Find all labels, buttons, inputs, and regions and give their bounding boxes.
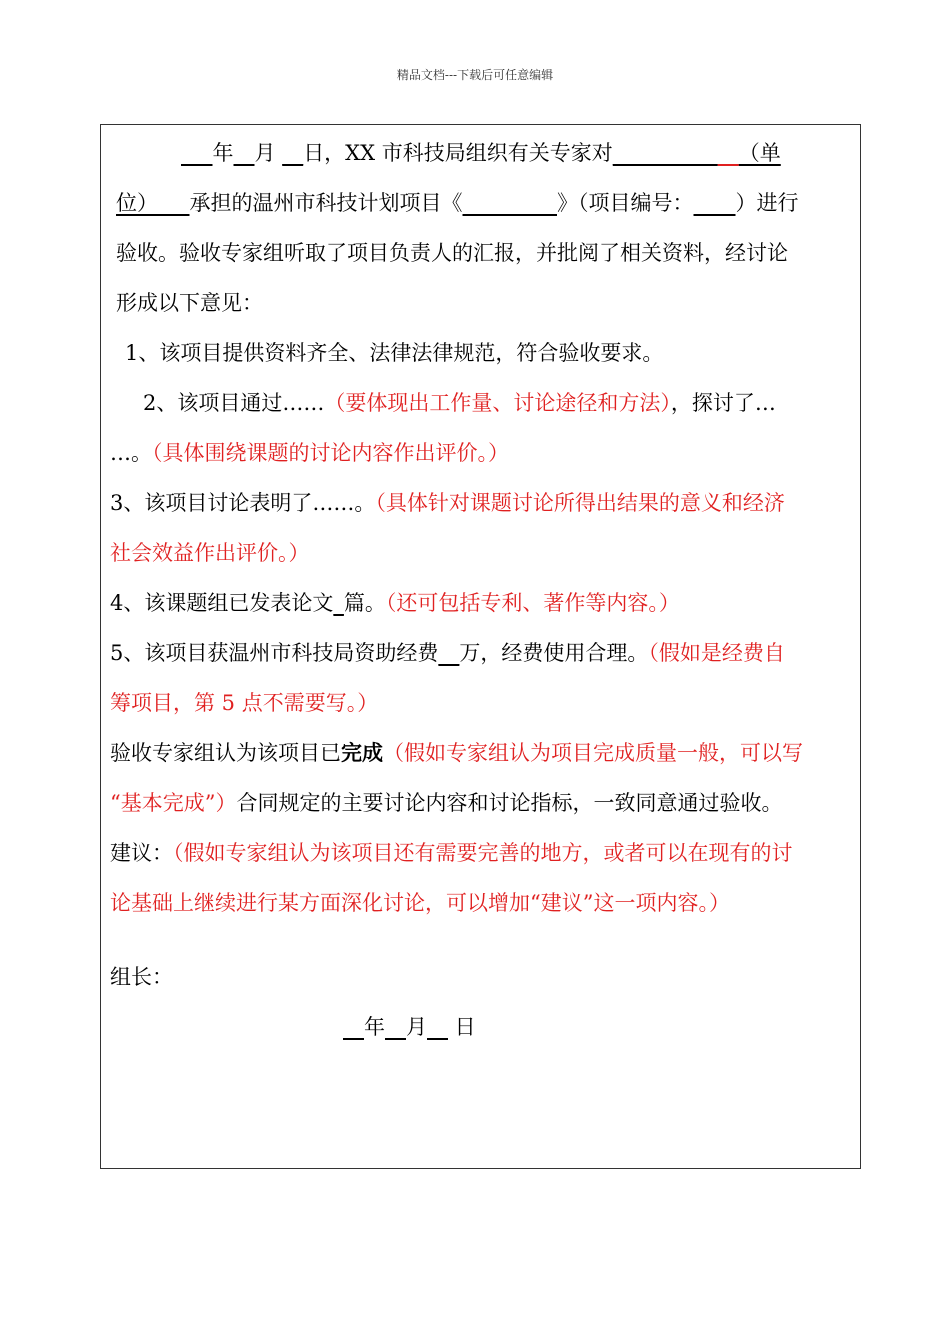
- item-4: [110, 590, 680, 616]
- item-5-text-2: 万，经费使用合理。: [459, 641, 649, 665]
- funding-blank: __: [438, 641, 460, 665]
- item-4-text-2: 篇。: [343, 591, 386, 615]
- item-3-line-2: 社会效益作出评价。）: [110, 541, 310, 565]
- item-2-note-2: （具体围绕课题的讨论内容作出评价。）: [152, 441, 509, 465]
- item-3-line-1: [110, 490, 785, 516]
- intro-line-3: 验收。验收专家组听取了项目负责人的汇报，并批阅了相关资料，经讨论: [116, 241, 788, 265]
- suggestion-line-1: [110, 840, 793, 866]
- project-text: 承担的温州市科技计划项目《: [189, 191, 463, 215]
- item-2-line-2: [110, 440, 509, 466]
- leader-label: 组长：: [110, 965, 173, 989]
- page-header: 精品文档---下载后可任意编辑: [396, 68, 554, 82]
- suggestion-line-2: 论基础上继续进行某方面深化讨论，可以增加“建议”这一项内容。）: [110, 891, 730, 915]
- conclusion-note-2: “基本完成”）: [110, 791, 237, 815]
- item-4-note: （还可包括专利、著作等内容。）: [385, 591, 680, 615]
- date-day-blank: __: [427, 1015, 448, 1039]
- date-year-blank: __: [343, 1015, 364, 1039]
- intro-line-2: [116, 190, 799, 216]
- intro-text: 日，XX 市科技局组织有关专家对: [303, 141, 613, 165]
- conclusion-text: 验收专家组认为该项目已: [110, 741, 341, 765]
- year-label: 年: [212, 141, 234, 165]
- item-1: 1、该项目提供资料齐全、法律法律规范，符合验收要求。: [125, 341, 664, 365]
- item-2-text: 2、该项目通过……: [143, 391, 325, 415]
- year-blank: ___: [181, 141, 213, 165]
- date-month-blank: __: [385, 1015, 406, 1039]
- conclusion-note: （假如专家组认为项目完成质量一般，可以写: [383, 741, 803, 765]
- conclusion-line-2: [110, 790, 782, 816]
- project-no-blank: ____: [693, 191, 736, 215]
- conclusion-complete: 完成: [341, 740, 383, 765]
- proceed-text: ）进行: [735, 191, 799, 215]
- unit-label-open: （单: [738, 141, 781, 165]
- conclusion-text-2: 合同规定的主要讨论内容和讨论指标，一致同意通过验收。: [236, 791, 783, 815]
- unit-tail-blank: ___: [158, 191, 190, 215]
- item-2-line-1: [143, 390, 776, 416]
- conclusion-line-1: [110, 740, 803, 766]
- item-2-text-2: ，探讨了…: [670, 391, 776, 415]
- unit-blank: __________: [612, 141, 718, 165]
- intro-line-1: [181, 140, 781, 166]
- item-3-text: 3、该项目讨论表明了……。: [110, 491, 376, 515]
- unit-blank-red: __: [717, 141, 739, 165]
- item-3-note: （具体针对课题讨论所得出结果的意义和经济: [375, 491, 785, 515]
- suggestion-note: （假如专家组认为该项目还有需要完善的地方，或者可以在现有的讨: [173, 841, 793, 865]
- item-5-line-2: 筹项目，第 5 点不需要写。）: [110, 691, 379, 715]
- sign-date: [343, 1014, 476, 1040]
- paper-count-blank: _: [333, 591, 344, 615]
- date-year-label: 年: [364, 1015, 385, 1039]
- item-5-note: （假如是经费自: [648, 641, 785, 665]
- day-blank: __: [282, 141, 304, 165]
- date-month-label: 月: [406, 1015, 427, 1039]
- month-blank: __: [233, 141, 255, 165]
- item-2-text-3: …。: [110, 441, 152, 465]
- item-2-note: （要体现出工作量、讨论途径和方法）: [324, 391, 671, 415]
- suggestion-label: 建议：: [110, 841, 173, 865]
- item-4-text: 4、该课题组已发表论文: [110, 591, 334, 615]
- project-name-blank: _________: [462, 191, 557, 215]
- unit-label-close: 位）: [116, 191, 158, 215]
- item-5-line-1: [110, 640, 785, 666]
- item-5-text: 5、该项目获温州市科技局资助经费: [110, 641, 439, 665]
- month-label: 月: [254, 141, 283, 165]
- intro-line-4: 形成以下意见：: [116, 291, 263, 315]
- project-no-label: 》（项目编号：: [557, 191, 694, 215]
- date-day-label: 日: [448, 1015, 476, 1039]
